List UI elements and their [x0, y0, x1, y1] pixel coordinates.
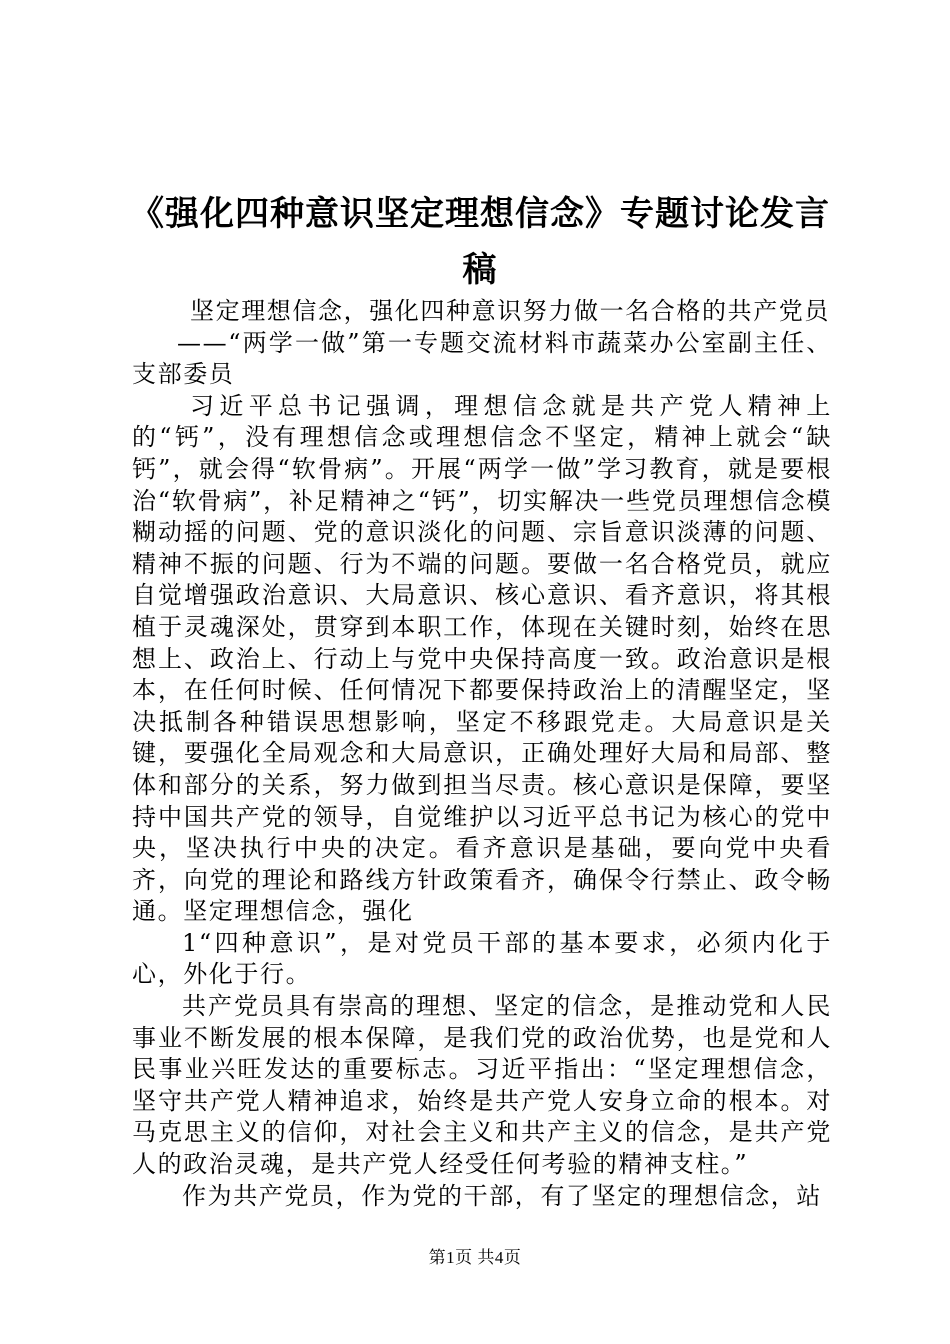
- body-paragraph: 共产党员具有崇高的理想、坚定的信念，是推动党和人民事业不断发展的根本保障，是我们党的政治优势，也是党和人民事业兴旺发达的重要标志。习近平指出：“坚定理想信念，坚守共产党人精神追求，始终是共产党人安身立命的根本。对马克思主义的信仰，对社会主义和共产主义的信念，是共产党人的政治灵魂，是共产党人经受任何考验的精神支柱。”: [132, 992, 832, 1179]
- body-paragraph: 1“四种意识”，是对党员干部的基本要求，必须内化于心，外化于行。: [132, 928, 832, 989]
- document-title: 《强化四种意识坚定理想信念》专题讨论发言稿: [130, 194, 830, 290]
- document-byline: ——“两学一做”第一专题交流材料市蔬菜办公室副主任、支部委员: [132, 328, 832, 389]
- document-subtitle: 坚定理想信念，强化四种意识努力做一名合格的共产党员: [190, 297, 830, 325]
- body-paragraph: 作为共产党员，作为党的干部，有了坚定的理想信念，站: [182, 1181, 822, 1210]
- page-number: 第1页 共4页: [428, 1248, 522, 1267]
- body-paragraph: 习近平总书记强调，理想信念就是共产党人精神上的“钙”，没有理想信念或理想信念不坚定，精神上就会“缺钙”，就会得“软骨病”。开展“两学一做”学习教育，就是要根治“软骨病”，补足精神之“钙”，切实解决一些党员理想信念模糊动摇的问题、党的意识淡化的问题、宗旨意识淡薄的问题、精神不振的问题、行为不端的问题。要做一名合格党员，就应自觉增强政治意识、大局意识、核心意识、看齐意识，将其根植于灵魂深处，贯穿到本职工作，体现在关键时刻，始终在思想上、政治上、行动上与党中央保持高度一致。政治意识是根本，在任何时候、任何情况下都要保持政治上的清醒坚定，坚决抵制各种错误思想影响，坚定不移跟党走。大局意识是关键，要强化全局观念和大局意识，正确处理好大局和局部、整体和部分的关系，努力做到担当尽责。核心意识是保障，要坚持中国共产党的领导，自觉维护以习近平总书记为核心的党中央，坚决执行中央的决定。看齐意识是基础，要向党中央看齐，向党的理论和路线方针政策看齐，确保令行禁止、政令畅通。坚定理想信念，强化: [132, 391, 832, 926]
- document-body: [132, 296, 832, 1212]
